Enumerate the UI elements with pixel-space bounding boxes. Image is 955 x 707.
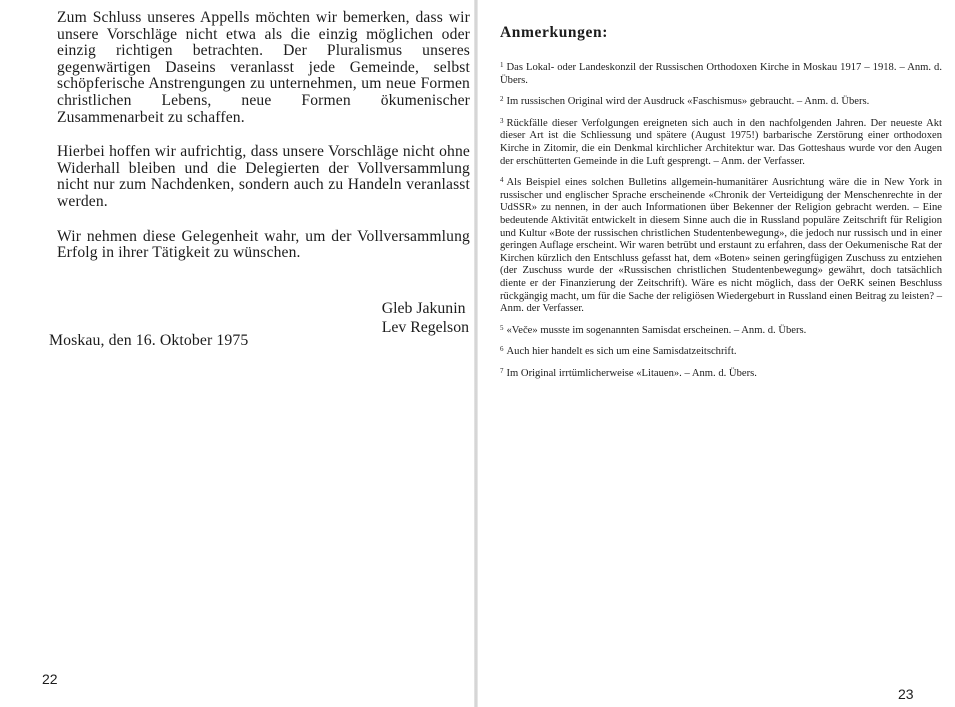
footnote-marker: 6 — [500, 345, 504, 354]
footnote — [500, 322, 942, 338]
footnote-marker: 1 — [500, 61, 504, 69]
place-date: Moskau, den 16. Oktober 1975 — [49, 332, 249, 349]
footnote — [500, 343, 942, 359]
footnote-text: Rückfälle dieser Verfolgungen ereigneten sich auch in den nachfolgenden Jahren. Der neueste Akt dieser Art ist die Schliessung und spätere (August 1975!) barbarische Zerstörung einer orthodoxen Kirche in Zitomir, die ein Denkmal kirchlicher Architektur war. Das Gotteshaus wurde vor den Augen der erschütterten Gemeinde in die Luft gesprengt. – Anm. der Verfasser. — [500, 117, 942, 167]
footnote-marker: 2 — [500, 95, 504, 104]
footnote-text: «Veče» musste im sogenannten Samisdat erscheinen. – Anm. d. Übers. — [506, 324, 807, 336]
footnote-text: Im russischen Original wird der Ausdruck «Faschismus» gebraucht. – Anm. d. Übers. — [506, 96, 870, 108]
paragraph-closing-remarks: Zum Schluss unseres Appells möchten wir bemerken, dass wir unsere Vorschläge nicht etwa als die einzig möglichen oder einzig richtigen betrachten. Der Pluralismus unseres gegenwärtigen Daseins veranlasst jede Gemeinde, selbst schöpferische Anstrengungen zu unternehmen, um neue Formen christlichen Lebens, neue Formen ökumenischer Zusammenarbeit zu schaffen. — [57, 9, 470, 126]
footnote — [500, 365, 942, 381]
footnote — [500, 59, 942, 87]
letter-body — [57, 10, 470, 280]
paragraph-hope: Hierbei hoffen wir aufrichtig, dass unsere Vorschläge nicht ohne Widerhall bleiben und die Delegierten der Vollversammlung nicht nur zum Nachdenken, sondern auch zu Handeln veranlasst werden. — [57, 143, 470, 210]
paragraph-wishes: Wir nehmen diese Gelegenheit wahr, um der Vollversammlung Erfolg in ihrer Tätigkeit zu wünschen. — [57, 227, 470, 262]
footnote-marker: 4 — [500, 176, 504, 185]
footnote-text: Auch hier handelt es sich um eine Samisdatzeitschrift. — [506, 346, 737, 358]
footnotes-section — [500, 24, 942, 386]
notes-heading: Anmerkungen: — [500, 24, 608, 41]
footnote-marker: 3 — [500, 116, 504, 125]
right-page — [478, 0, 955, 707]
footnote — [500, 93, 942, 109]
signatory-name: Lev Regelson — [381, 319, 469, 336]
footnote-marker: 5 — [500, 323, 504, 332]
footnote-marker: 7 — [500, 366, 504, 375]
signature-block — [382, 299, 469, 337]
footnote — [500, 174, 942, 316]
footnote-text: Als Beispiel eines solchen Bulletins allgemein-humanitärer Ausrichtung wäre die in New York in russischer und englischer Sprache erscheinende «Chronik der Verteidigung der Menschenrechte in der UdSSR» zu nennen, in der auch Informationen über Bekenner der Religion gebracht werden. – Eine bedeutende Aktivität entwickelt in diesem Sinne auch die in Russland populäre Zeitschrift für Religion und Kultur «Bote der russischen christlichen Studentenbewegung», die jedoch nur russisch und in einer geringen Auflage erscheint. Wir waren betrübt und erstaunt zu erfahren, dass der Oekumenische Rat der Kirchen kürzlich den Entschluss gefasst hat, dem «Boten» seinen geringfügigen Zuschuss zu entziehen (der Zuschuss wurde der «Russischen christlichen Studentenbewegung» gewährt, doch tatsächlich diente er der Finanzierung der Zeitschrift). Wäre es nicht möglich, dass der OeRK seinen Beschluss rückgängig macht, um für die Sache der religiösen Wiedergeburt in Russland einen Beitrag zu leisten? – Anm. der Verfasser. — [500, 177, 942, 315]
page-number: 23 — [898, 686, 914, 702]
footnote-text: Im Original irrtümlicherweise «Litauen». – Anm. d. Übers. — [506, 367, 757, 379]
signatory-name: Gleb Jakunin — [381, 300, 466, 317]
footnote-text: Das Lokal- oder Landeskonzil der Russischen Orthodoxen Kirche in Moskau 1917 – 1918. – Anm. d. Übers. — [500, 62, 942, 86]
footnote — [500, 115, 942, 168]
page-number: 22 — [42, 671, 58, 687]
